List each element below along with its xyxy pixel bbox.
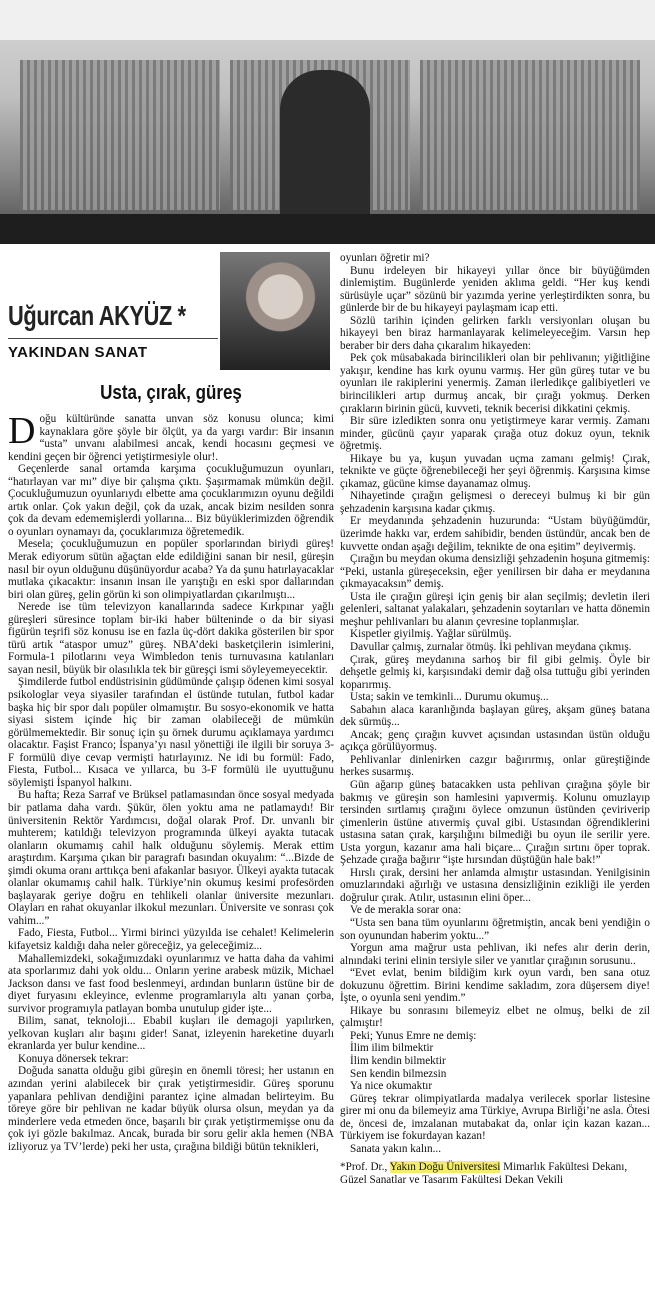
paragraph: Peki; Yunus Emre ne demiş: [350,1029,477,1042]
poem-line: Ya nice okumaktır [350,1080,433,1093]
left-column [8,252,334,1153]
paragraph: oyunları öğretir mi? [340,252,430,264]
paragraph: Usta ile çırağın güreşi için geniş bir alan seçilmiş; devletin ileri gelenleri, saltanat yalakaları, şehzadenin soytarıları ve hatta dönemin meşhur pehlivanları bu alanın çevresine toplanmışlar. [340,590,650,628]
paragraph: Sabahın alaca karanlığında başlayan güreş, akşam güneş batana dek sürmüş... [340,703,650,729]
paragraph: “Usta sen bana tüm oyunlarını öğretmiştin, ancak beni yendiğin o son oyunundan haberim yoktu...” [340,916,650,942]
paragraph: Geçenlerde sanal ortamda karşıma çocukluğumuzun oyunları, “hatırlayan var mı” diye bir çalışma çıktı. Şaşırmamak mümkün değil. Çocukluğumuzun oyunlarıydı elbette ama çocuklarımızın oyunu değildi artık onlar. Çok yakın değil, çok da uzak, ancak bizim nesilden sonra çok da devam edememişlerdi yollarına... Biz büyüklerimizden öğrendik o oyunları oynamayı da, çocuklarımıza öğretemedik. [8,463,334,538]
poem-line: İlim kendin bilmektir [350,1055,446,1067]
paragraph: Ancak; genç çırağın kuvvet açısından ustasından üstün olduğu açıkça görülüyormuş. [340,728,650,754]
paragraph: Pek çok müsabakada birincilikleri olan bir pehlivanın; yiğitliğine yakışır, kendine has kırk oyunu varmış. Her gün güreş tutar ve bu oyunları ile rakiplerini yenermiş. Zaman ilerledikçe galibiyetleri ve birincilikleri artıp durmuş ancak, bir çırağı yokmuş. Derken çırakların birinin gücü, kuvveti, teknik becerisi dikkatini çekmiş. [340,352,650,415]
paragraph: Hırslı çırak, dersini her anlamda almıştır ustasından. Yenilgisinin omuzlarındaki ağırlığı ve ustasına densizliğinin ezikliği ile yerden doğrulur çırak. Atılır, ustasının elini öper... [340,866,650,904]
paragraph: Bu hafta; Reza Sarraf ve Brüksel patlamasından önce sosyal medyada bir patlama daha vardı. Şükür, ölen yoktu ama ne patlamaydı! Bir üniversitenin Rektör Yardımcısı, doğal olarak Prof. Dr. unvanlı bir muhterem; katıldığı televizyon programında ülkeyi ayakta tutacak olanların okumamış cahil halk olduğunu söylemiş. Merak ettim araştırdım. Karşıma çıkan bir paragrafı basından okuyalım: “...Bizde de şimdi okuma oranı arttıkça beni afakanlar basıyor. Ülkeyi ayakta tutacak olanlar okumamış cahil halk. Türkiye’nin okumuş kesimi profesörden başlayarak geriye doğru en tehlikeli olanlar üniversite mezunları. Olayları en rahat okuyanlar ilkokul mezunları. Üniversite ve sonrası çok vahim...” [8,789,334,927]
paragraph: Çırağın bu meydan okuma densizliği şehzadenin hoşuna gitmemiş: “Peki, ustanla güreşeceksin, eğer yenilirsen bir daha er meydanına çıkmayacaksın” demiş. [340,553,650,591]
paragraph: Doğu kültüründe sanatta unvan söz konusu olunca; kimi kaynaklara göre şöyle bir ölçüt, ya da yargı vardır: Bir insanın “usta” unvanı alabilmesi ancak, kendi hocasını geçmesi ve kendini geçen bir öğrenci yetiştirmesiyle olur!. [8,410,334,463]
author-header [8,252,334,370]
right-column [340,252,650,1187]
paragraph: Güreş tekrar olimpiyatlarda madalya verilecek sporlar listesine girer mi onu da bilemeyiz ama Türkiye, Avrupa Birliği’ne asla. Ötesi de, öncesi de, imzalanan mutabakat da, onlar için kazan kazan... Türkiyem ise fokurdayan kazan! [340,1092,650,1143]
author-name: Uğurcan AKYÜZ * [8,300,186,331]
article-headline: Usta, çırak, güreş [100,382,242,404]
paragraph: Sanata yakın kalın... [350,1142,442,1155]
paragraph: Ve de merakla sorar ona: [350,904,462,917]
author-footnote: *Prof. Dr., Yakın Doğu Üniversitesi Mimarlık Fakültesi Dekanı, Güzel Sanatlar ve Tasarım Fakültesi Dekan Vekili [340,1161,628,1187]
paragraph: Hikaye bu ya, kuşun yuvadan uçma zamanı gelmiş! Çırak, teknikte ve güçte öğrenebileceği her şeyi öğrenmiş. Karşısına kimse çıkamaz, gücüne kimse dayanamaz olmuş. [340,452,650,490]
paragraph: Mesela; çocukluğumuzun en popüler sporlarından biriydi güreş! Merak ediyorum sütün ağaçtan elde edildiğini sanan bir nesil, güreşin nasıl bir oyun olduğunu düşünüyordur acaba? Ya da şunu hatırlayacaklar mutlaka çıkacaktır: insanın insan ile yarıştığı en eski spor dallarından biri olan güreş, gelin görün ki son olimpiyatlardan çıkarılmıştı... [8,538,334,601]
highlighted-university: Yakın Doğu Üniversitesi [389,1161,501,1174]
paragraph: Bilim, sanat, teknoloji... Ebabil kuşları ile demagoji yapılırken, yelkovan kuşları alır başını gider! Sanat, izleyenin hareketine duyarlı ekranlarda yer bulur kendine... [8,1015,334,1053]
header-photo [0,0,655,244]
paragraph: Davullar çalmış, zurnalar ötmüş. İki pehlivan meydana çıkmış. [350,640,632,653]
paragraph: Hikaye bu sonrasını bilemeyiz elbet ne olmuş, belki de zil çalmıştır! [340,1004,650,1030]
paragraph: Er meydanında şehzadenin huzurunda: “Ustam büyüğümdür, üzerimde hakkı var, erdem sahibidir, benden üstündür, ancak ben de kuvvette ondan aşağı değilim, teknikte de ona eşitim” deyivermiş. [340,515,650,553]
paragraph: Konuya dönersek tekrar: [18,1052,129,1065]
paragraph: Nerede ise tüm televizyon kanallarında sadece Kırkpınar yağlı güreşleri süresince toplam bir-iki haber bülteninde o da bir siyasi figürün teşrifi söz konusu ise en fazla üç-dört dakika gösterilen bir spor türü artık “ataspor umuz” güreş. NBA’deki basketçilerin isimlerini, Formula-1 pilotlarını veya Wimbledon tenis turnuvasına katılanları sayan nesil, büyük bir olasılıkla tek bir güreşçi ismi söyleyemeyecektir. [8,601,334,676]
column-name: YAKINDAN SANAT [8,344,148,361]
paragraph: “Evet evlat, benim bildiğim kırk oyun vardı, ben sana otuz dokuzunu öğrettim. Birini kendime sakladım, zora düşersem diye! İşte, o oyunla seni yendim.” [340,967,650,1005]
paragraph: Mahallemizdeki, sokağımızdaki oyunlarımız ve hatta daha da vahimi ata sporlarımız dahi yok oldu... Onların yerine arabesk müzik, Michael Jackson dansı ve fast food beslenmeyi, ardından bunların üstüne bir de diyet furyasını ekleyince, evlenme programlarıyla altı yanan çorba, survivor programıyla patlayan bomba unutulup gider işte... [8,952,334,1015]
paragraph: Fado, Fiesta, Futbol... Yirmi birinci yüzyılda ise cehalet! Kelimelerin kifayetsiz kaldığı daha neler göreceğiz, ya geleceğimiz... [8,927,334,952]
paragraph: Kispetler giyilmiş. Yağlar sürülmüş. [350,628,512,641]
paragraph: Yorgun ama mağrur usta pehlivan, iki nefes alır derin derin, alnındaki terini elinin tersiyle siler ve yanıtlar çırağının sorusunu.. [340,942,650,967]
paragraph: Bir süre izledikten sonra onu yetiştirmeye karar vermiş. Zamanı minder, gücünü çayır yaparak çırağa otuz dokuz oyun, teknik öğretmiş. [340,415,650,453]
paragraph: Usta; sakin ve temkinli... Durumu okumuş... [350,691,549,704]
dropcap: D [8,410,36,452]
paragraph: Gün ağarıp güneş batacakken usta pehlivan çırağına şöyle bir bakmış ve güreşin son hamlesini yapıvermiş. Kolunu omuzlayıp tersinden sırtlamış çırağını öylece omzunun üstünden çeviriverip çimenlerin üstüne atıvermiş çuval gibi. Ustasından öğrendiklerini ustasına satan çırak, karşılığını bilmediği bu oyun ile serilir yere. Usta yorgun, kazanır ama hali biçare... Çırağın sırtını öper toprak. Şehzade çırağa bağırır “işte hırsından düştüğün hale bak!” [340,778,650,867]
author-portrait [220,252,330,370]
poem-line: İlim ilim bilmektir [350,1042,434,1055]
paragraph: Çırak, güreş meydanına sarhoş bir fil gibi gelmiş. Öyle bir dehşetle gelmiş ki, karşısındaki demir dağ olsa tuttuğu gibi yerinden koparırmış. [340,653,650,691]
paragraph: Nihayetinde çırağın gelişmesi o dereceyi bulmuş ki bir gün şehzadenin karşısına kadar çıkmış. [340,490,650,515]
paragraph: Sözlü tarihin içinden gelirken farklı versiyonları oluşan bu hikayeyi ben biraz harmanlayarak kelimeleyeceğim. Varsın hep beraber bir ders daha çıkaralım hikayeden: [340,314,650,352]
paragraph: Bunu irdeleyen bir hikayeyi yıllar önce bir büyüğümden dinlemiştim. Bugünlerde yeniden aklıma geldi. “Her kuş kendi sürüsüyle uçar” sözünü bir yazımda yerine yerleştirdikten sonra, bu günlerde bir de bu hikayeyi paylaşmam icap etti. [340,264,650,315]
poem-line: Sen kendin bilmezsin [350,1067,447,1080]
paragraph: Doğuda sanatta olduğu gibi güreşin en önemli töresi; her ustanın en azından yerini alabilecek bir çırak yetiştirmesidir. Güreş sporunu yapanlara pehlivan dendiğini parantez içine almadan belirteyim. Bu töreye göre bir pehlivan ne kadar büyük olursa olsun, meydan ya da minderlere veda etmeden önce, başarılı bir çırak yetiştirmemişse onu da çok iyi gözle bakılmaz. Ancak, burada bir soru gelir akla hemen (NBA izliyoruz ya TV’lerde) peki her usta, çırağına bildiği bütün teknikleri, [8,1065,334,1153]
paragraph: Pehlivanlar dinlenirken cazgır bağırırmış, onlar güreştiğinde herkes susarmış. [340,753,650,779]
paragraph: Şimdilerde futbol endüstrisinin güdümünde çalışıp ödenen kimi sosyal psikologlar veya siyasiler tarafından el üstünde tutulan, futbol kadar başka hiç bir spor dalı popüler olmamıştır. Bu sosyo-ekonomik ve hatta siyasi sistem içinde hiç bir zaman olabileceği de mümkün görülmemektedir. Bir sonuç için şu örnek durumu açıklamaya yardımcı olacaktır. Faşist Franco; İspanya’yı nasıl yönettiği ile ilgili bir soruya 3-F formülü diye cevap vermişti hatırlayınız. Ne idi bu formül: Fado, Fiesta, Futbol... Kısaca ve yıllarca, bu 3-F formülü ile uyuttuğunu söylemişti İspanyol halkını. [8,676,335,789]
